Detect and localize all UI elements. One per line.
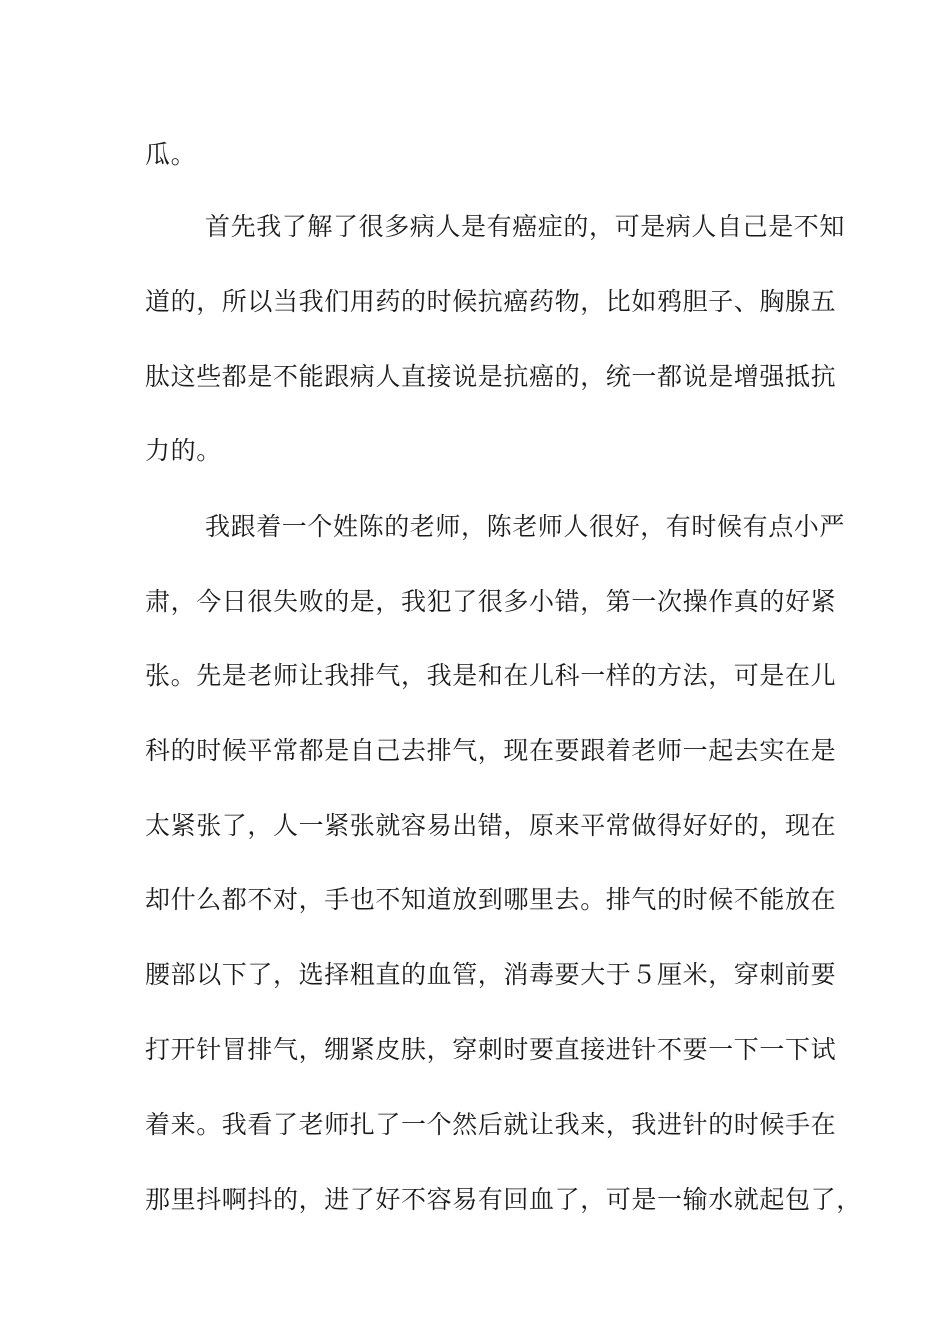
text-line: 道的，所以当我们用药的时候抗癌药物，比如鸦胆子、胸腺五 — [145, 287, 837, 316]
text-line: 那里抖啊抖的，进了好不容易有回血了，可是一输水就起包了， — [145, 1185, 862, 1214]
text-line: 力的。 — [145, 436, 222, 465]
text-line: 肃，今日很失败的是，我犯了很多小错，第一次操作真的好紧 — [145, 587, 837, 616]
text-line: 腰部以下了，选择粗直的血管，消毒要大于５厘米，穿刺前要 — [145, 960, 837, 989]
text-line: 张。先是老师让我排气，我是和在儿科一样的方法，可是在儿 — [145, 661, 837, 690]
paragraph-start-line: 首先我了解了很多病人是有癌症的，可是病人自己是不知 — [205, 212, 846, 241]
text-line: 科的时候平常都是自己去排气，现在要跟着老师一起去实在是 — [145, 736, 837, 765]
text-line: 瓜。 — [145, 140, 197, 169]
text-line: 肽这些都是不能跟病人直接说是抗癌的，统一都说是增强抵抗 — [145, 362, 837, 391]
text-line: 却什么都不对，手也不知道放到哪里去。排气的时候不能放在 — [145, 885, 837, 914]
text-line: 打开针冒排气，绷紧皮肤，穿刺时要直接进针不要一下一下试 — [145, 1035, 837, 1064]
paragraph-start-line: 我跟着一个姓陈的老师，陈老师人很好，有时候有点小严 — [205, 512, 846, 541]
text-line: 太紧张了，人一紧张就容易出错，原来平常做得好好的，现在 — [145, 811, 837, 840]
text-line: 着来。我看了老师扎了一个然后就让我来，我进针的时候手在 — [145, 1110, 837, 1139]
